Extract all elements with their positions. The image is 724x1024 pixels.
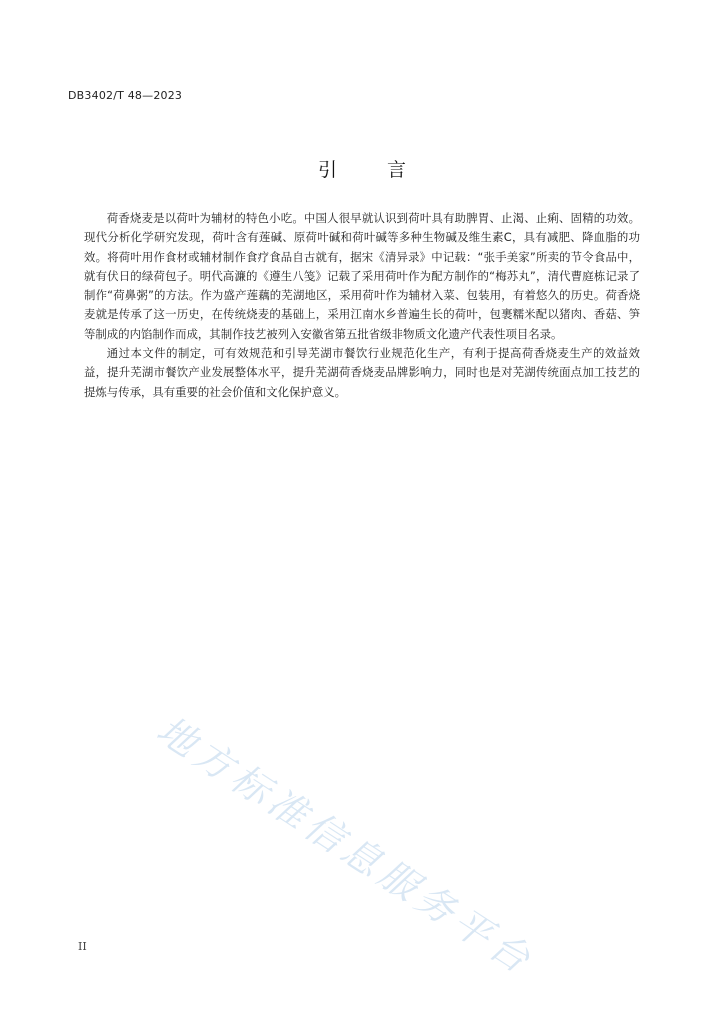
section-title — [0, 155, 724, 182]
watermark: 地方标准信息服务平台 — [149, 707, 543, 985]
section-title-char-2: 言 — [387, 159, 407, 181]
page-number: II — [78, 940, 87, 953]
introduction-body — [84, 209, 640, 402]
section-title-char-1: 引 — [317, 159, 337, 181]
introduction-paragraph-1: 荷香烧麦是以荷叶为辅材的特色小吃。中国人很早就认识到荷叶具有助脾胃、止渴、止痢、固精的功效。现代分析化学研究发现，荷叶含有莲碱、原荷叶碱和荷叶碱等多种生物碱及维生素C，具有减肥、降血脂的功效。将荷叶用作食材或辅材制作食疗食品自古就有，据宋《清异录》中记载：“张手美家”所卖的节令食品中，就有伏日的绿荷包子。明代高濂的《遵生八笺》记载了采用荷叶作为配方制作的“梅苏丸”，清代曹庭栋记录了制作“荷鼻粥”的方法。作为盛产莲藕的芜湖地区，采用荷叶作为辅材入菜、包装用，有着悠久的历史。荷香烧麦就是传承了这一历史，在传统烧麦的基础上，采用江南水乡普遍生长的荷叶，包裹糯米配以猪肉、香菇、笋等制成的内馅制作而成，其制作技艺被列入安徽省第五批省级非物质文化遗产代表性项目名录。 — [84, 211, 640, 341]
document-code: DB3402/T 48—2023 — [68, 89, 183, 102]
introduction-paragraph-2: 通过本文件的制定，可有效规范和引导芜湖市餐饮行业规范化生产，有利于提高荷香烧麦生产的效益效益，提升芜湖市餐饮产业发展整体水平，提升芜湖荷香烧麦品牌影响力，同时也是对芜湖传统面点加工技艺的提炼与传承，具有重要的社会价值和文化保护意义。 — [84, 346, 640, 399]
